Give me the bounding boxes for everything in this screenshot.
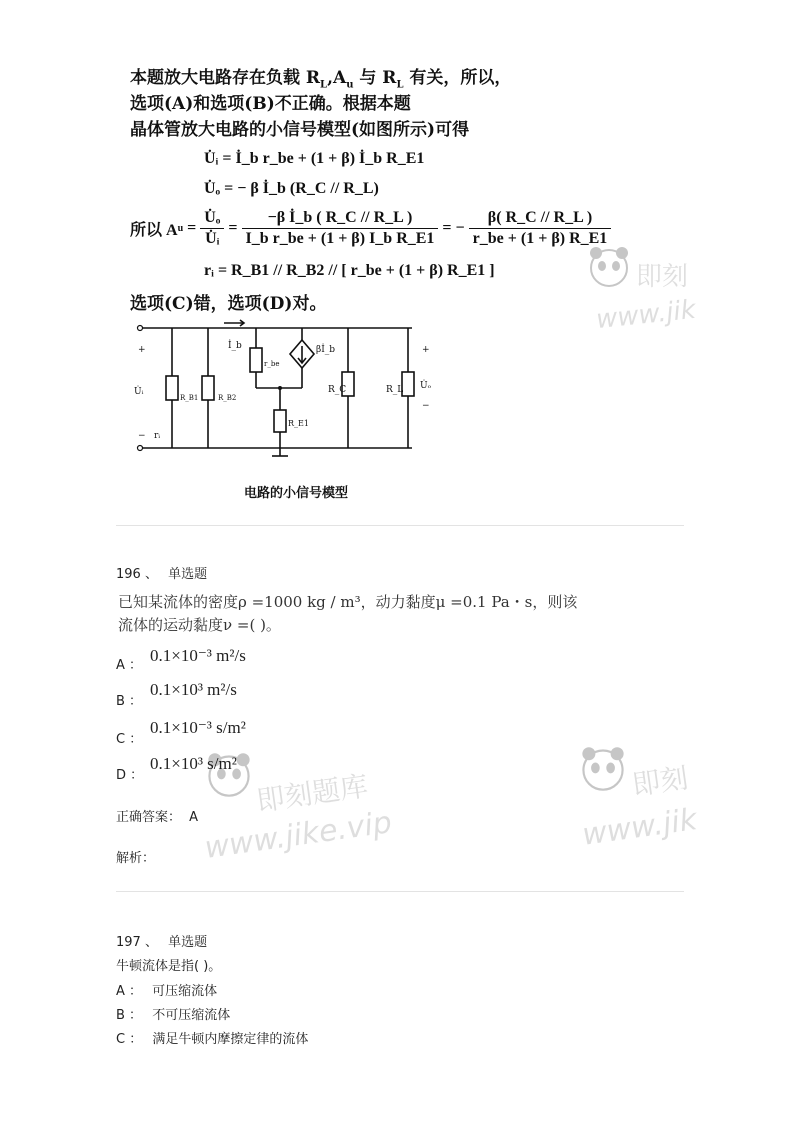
label-ib: İ_b (228, 341, 242, 351)
watermark-url-3: www.jik (580, 802, 700, 853)
label-minus-in: − (138, 431, 146, 441)
q196-answer (116, 806, 198, 825)
solution-line-1-d: 有关，所以， (403, 68, 512, 88)
sub-l: L (320, 79, 328, 91)
solution-line-1-a: 本题放大电路存在负载 R (130, 68, 321, 88)
label-uo: U̇ₒ (420, 381, 432, 391)
q197-text: 牛顿流体是指( )。 (116, 959, 222, 974)
solution-line-2: 选项(A)和选项(B)不正确。根据本题 (130, 94, 411, 114)
watermark-brand-3: 即刻 (630, 761, 691, 802)
au-sub: u (177, 223, 184, 234)
solution-conclusion: 选项(C)错，选项(D)对。 (130, 294, 327, 314)
q197-option-a-label: A ： (116, 984, 143, 999)
fraction-uo-ui (200, 208, 224, 249)
fraction-simplified (469, 208, 612, 249)
equation-uo: U̇ₒ = − β İ_b (R_C // R_L) (204, 180, 379, 197)
q197-option-a-value: 可压缩流体 (152, 984, 218, 999)
q197-type: 单选题 (168, 935, 208, 950)
q197-header (116, 931, 207, 950)
q197-option-a[interactable] (116, 980, 217, 999)
divider-2 (116, 891, 684, 892)
fraction-3-num: β( R_C // R_L ) (469, 208, 612, 229)
q197-option-c[interactable] (116, 1028, 308, 1047)
au-prefix: 所以 A (130, 222, 178, 239)
label-rl: R_L (386, 385, 404, 395)
q196-option-a-value[interactable]: 0.1×10⁻³ m²/s (150, 646, 246, 665)
solution-line-1-b: ,A (327, 68, 347, 88)
small-signal-circuit-diagram (132, 318, 442, 468)
solution-line-3: 晶体管放大电路的小信号模型(如图所示)可得 (130, 120, 470, 140)
divider-1 (116, 525, 684, 526)
fraction-1-num: U̇ₒ (200, 208, 224, 229)
q196-option-d-value[interactable]: 0.1×10³ s/m² (150, 754, 237, 773)
equation-ui: U̇ᵢ = İ_b r_be + (1 + β) İ_b R_E1 (204, 150, 425, 167)
fraction-1-den: U̇ᵢ (205, 230, 220, 247)
fraction-expanded (242, 208, 439, 249)
q196-text-line-2: 流体的运动黏度ν =( )。 (118, 616, 281, 634)
q196-answer-value: A (189, 810, 199, 825)
q196-text-line-1: 已知某流体的密度ρ =1000 kg / m³，动力黏度μ =0.1 Pa・s，则该 (118, 593, 578, 611)
sub-l-2: L (396, 79, 404, 91)
label-rb2: R_B2 (218, 394, 237, 402)
q196-option-b-label: B ： (116, 694, 143, 709)
label-re1: R_E1 (288, 419, 309, 428)
fraction-2-num: −β İ_b ( R_C // R_L ) (242, 208, 439, 229)
equals-2: = (228, 219, 242, 237)
label-ri: rᵢ (154, 431, 161, 441)
panda-watermark-icon-3 (578, 744, 628, 794)
q196-option-b-value[interactable]: 0.1×10³ m²/s (150, 680, 237, 699)
panda-watermark-icon (586, 244, 632, 290)
q197-option-b-label: B ： (116, 1008, 143, 1023)
q196-option-d-label: D ： (116, 768, 144, 783)
equals-3: = − (442, 219, 469, 237)
equals-1: = (187, 219, 201, 237)
q196-option-c-label: C ： (116, 732, 143, 747)
q197-option-b-value: 不可压缩流体 (152, 1008, 231, 1023)
watermark-brand-1: 即刻 (636, 262, 689, 292)
label-ui: U̇ᵢ (134, 387, 144, 397)
label-plus-out: + (422, 345, 430, 355)
q196-analysis-label: 解析： (116, 851, 156, 866)
label-rb1: R_B1 (180, 394, 199, 402)
q197-option-c-label: C ： (116, 1032, 143, 1047)
watermark-brand-2: 即刻题库 (254, 769, 370, 818)
q197-option-c-value: 满足牛顿内摩擦定律的流体 (152, 1032, 309, 1047)
label-rbe: r_be (264, 360, 280, 368)
solution-line-1-c: 与 R (353, 68, 397, 88)
q196-type: 单选题 (168, 567, 208, 582)
watermark-url-2: www.jike.vip (202, 805, 394, 866)
sub-u: u (346, 79, 354, 91)
q197-number: 197 、 (116, 935, 158, 950)
equation-ri: rᵢ = R_B1 // R_B2 // [ r_be + (1 + β) R_E1 ] (204, 262, 495, 279)
q196-number: 196 、 (116, 567, 158, 582)
q196-answer-label: 正确答案： (116, 810, 182, 825)
label-rc: R_C (328, 385, 347, 395)
q196-option-c-value[interactable]: 0.1×10⁻³ s/m² (150, 718, 246, 737)
label-plus-in: + (138, 345, 146, 355)
label-bib: βİ_b (316, 345, 336, 355)
equation-au (130, 208, 611, 249)
circuit-caption: 电路的小信号模型 (244, 486, 349, 501)
watermark-url-1: www.jik (594, 294, 698, 336)
label-minus-out: − (422, 401, 430, 411)
q196-option-a-label: A ： (116, 658, 143, 673)
q197-option-b[interactable] (116, 1004, 230, 1023)
q196-header (116, 563, 207, 582)
fraction-2-den: I_b r_be + (1 + β) I_b R_E1 (245, 230, 435, 247)
fraction-3-den: r_be + (1 + β) R_E1 (472, 230, 608, 247)
